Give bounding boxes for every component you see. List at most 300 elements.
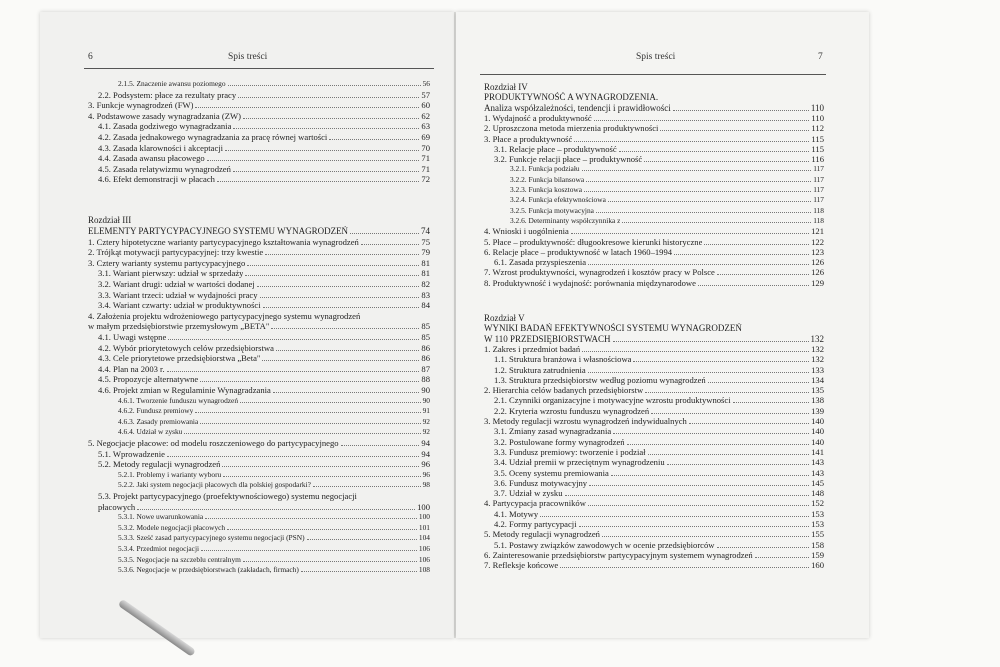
- toc-entry-page: 81: [421, 268, 430, 279]
- toc-entry-page: 96: [422, 469, 430, 479]
- toc-entry-title: 1.2. Struktura zatrudnienia: [494, 364, 586, 375]
- toc-leader-dots: [271, 322, 419, 329]
- toc-entry: [118, 480, 430, 490]
- toc-entry: [98, 300, 430, 310]
- toc-entry-page: 87: [421, 363, 430, 374]
- toc-entry-title: 5.2. Metody regulacji wynagrodzeń: [98, 459, 221, 470]
- toc-entry-page: 115: [811, 133, 824, 144]
- toc-entry-title: 4. Partycypacja pracowników: [484, 498, 586, 509]
- toc-entry: [88, 438, 430, 448]
- toc-leader-dots: [223, 470, 420, 477]
- toc-entry-title: 2. Uproszczona metoda mierzenia produktywności: [484, 123, 659, 134]
- toc-entry: [494, 257, 824, 267]
- toc-leader-dots: [329, 133, 419, 140]
- toc-entry-title: 3.7. Udział w zysku: [494, 488, 563, 499]
- toc-entry-title: 3.2. Funkcje relacji płace – produktywność: [494, 154, 643, 165]
- toc-entry-title: 3.3. Wariant trzeci: udział w wydajności pracy: [98, 289, 258, 300]
- toc-entry: [484, 237, 824, 247]
- toc-entry-title: 3. Płace a produktywność: [484, 133, 573, 144]
- toc-entry-title: 4.2. Wybór priorytetowych celów przedsiębiorstwa: [98, 342, 274, 353]
- toc-entry-title: 5. Płace – produktywność: długookresowe kierunki historyczne: [484, 236, 703, 247]
- toc-entry: [484, 247, 824, 257]
- right-page: [456, 12, 869, 638]
- toc-entry-title: 4.2. Formy partycypacji: [494, 519, 577, 529]
- left-page-number: 6: [88, 52, 93, 62]
- toc-entry-title: 7. Refleksje końcowe: [484, 560, 559, 571]
- toc-entry: [118, 79, 430, 89]
- toc-entry-page: 139: [811, 405, 824, 416]
- toc-entry-page: 132: [811, 354, 824, 365]
- toc-entry: [510, 164, 824, 174]
- toc-leader-dots: [265, 248, 419, 255]
- toc-entry: [118, 396, 430, 406]
- toc-entry: [484, 92, 824, 102]
- toc-entry: [88, 226, 430, 236]
- toc-entry: [98, 343, 430, 353]
- toc-entry: [484, 529, 824, 539]
- toc-entry-page: 100: [417, 501, 430, 512]
- toc-leader-dots: [301, 565, 417, 572]
- toc-leader-dots: [708, 376, 809, 383]
- toc-entry-page: 132: [811, 343, 824, 354]
- toc-entry-title: 1.1. Struktura branżowa i własnościowa: [494, 354, 632, 365]
- toc-entry: [484, 550, 824, 560]
- toc-leader-dots: [586, 175, 811, 182]
- toc-leader-dots: [225, 144, 419, 151]
- toc-leader-dots: [608, 195, 811, 202]
- toc-entry: [494, 406, 824, 416]
- toc-entry-page: 104: [418, 533, 430, 543]
- toc-entry-title: 4.3. Cele priorytetowe przedsiębiorstwa „Beta": [98, 353, 261, 364]
- toc-entry: [494, 488, 824, 498]
- toc-entry: [494, 509, 824, 519]
- toc-leader-dots: [717, 268, 809, 275]
- toc-entry-page: 63: [421, 121, 430, 132]
- toc-entry-page: 92: [422, 427, 430, 437]
- toc-leader-dots: [195, 406, 420, 413]
- toc-entry: [484, 123, 824, 133]
- toc-leader-dots: [584, 185, 811, 192]
- toc-entry-page: 85: [421, 321, 430, 332]
- toc-entry: [98, 268, 430, 278]
- toc-entry-title: 1. Wydajność a produktywność: [484, 112, 592, 123]
- toc-entry-title: 4.6.3. Zasady premiowania: [118, 416, 199, 426]
- toc-entry-title: 5.3.1. Nowe uwarunkowania: [118, 512, 204, 522]
- toc-entry: [98, 374, 430, 384]
- toc-entry-title: Rozdział V: [484, 313, 525, 323]
- toc-leader-dots: [167, 365, 420, 372]
- toc-entry: [88, 215, 430, 225]
- toc-entry-title: 4.3. Zasada klarowności i akceptacji: [98, 142, 224, 153]
- toc-entry-page: 117: [813, 164, 824, 174]
- toc-entry-title: 8. Produktywność i wydajność: porównania międzynarodowe: [484, 277, 696, 288]
- toc-entry-title: 3. Cztery warianty systemu partycypacyjnego: [88, 257, 246, 268]
- toc-entry-page: 143: [811, 467, 824, 478]
- toc-entry-title: 4.1. Zasada godziwego wynagradzania: [98, 121, 232, 132]
- toc-entry-page: 122: [811, 236, 824, 247]
- toc-entry: [494, 457, 824, 467]
- toc-entry-title: 4.6.2. Fundusz premiowy: [118, 406, 194, 416]
- toc-entry-title: 4.6. Efekt demonstracji w płacach: [98, 174, 215, 185]
- toc-entry: [98, 121, 430, 131]
- toc-leader-dots: [205, 512, 417, 519]
- toc-leader-dots: [168, 333, 419, 340]
- toc-entry-page: 133: [811, 364, 824, 375]
- toc-entry: [88, 258, 430, 268]
- toc-leader-dots: [540, 510, 809, 517]
- toc-leader-dots: [273, 386, 420, 393]
- toc-entry-title: 5.3.6. Negocjacje w przedsiębiorstwach (zakładach, firmach): [118, 565, 299, 575]
- toc-leader-dots: [588, 258, 809, 265]
- toc-entry-page: 145: [811, 477, 824, 488]
- toc-leader-dots: [579, 520, 810, 527]
- toc-entry-page: 110: [810, 102, 824, 113]
- toc-entry: [484, 226, 824, 236]
- toc-entry: [510, 195, 824, 205]
- toc-entry: [118, 533, 430, 543]
- toc-leader-dots: [619, 145, 810, 152]
- toc-leader-dots: [645, 386, 809, 393]
- toc-entry: [88, 237, 430, 247]
- toc-leader-dots: [222, 460, 419, 467]
- toc-entry-page: 94: [421, 448, 430, 459]
- toc-entry-page: 132: [810, 333, 824, 344]
- toc-leader-dots: [589, 479, 809, 486]
- left-running-head: Spis treści: [228, 52, 268, 62]
- toc-entry-title: w małym przedsiębiorstwie przemysłowym „BETA": [88, 321, 270, 332]
- toc-entry-title: 3.2.3. Funkcja kosztowa: [510, 185, 583, 194]
- toc-leader-dots: [648, 448, 810, 455]
- toc-entry: [98, 332, 430, 342]
- toc-entry-page: 84: [421, 300, 430, 311]
- toc-entry: [98, 385, 430, 395]
- toc-entry-page: 140: [811, 436, 824, 447]
- toc-entry: [510, 175, 824, 185]
- toc-entry-page: 86: [421, 353, 430, 364]
- toc-entry: [484, 278, 824, 288]
- toc-leader-dots: [243, 112, 419, 119]
- toc-entry-title: 2.1.5. Znaczenie awansu poziomego: [118, 79, 226, 88]
- toc-entry: [484, 267, 824, 277]
- toc-entry-title: 1. Cztery hipotetyczne warianty partycypacyjnego kształtowania wynagrodzeń: [88, 236, 359, 247]
- toc-leader-dots: [660, 124, 809, 131]
- toc-entry: [98, 353, 430, 363]
- toc-leader-dots: [307, 533, 417, 540]
- toc-entry-page: 159: [811, 549, 824, 560]
- toc-entry-page: 90: [422, 395, 430, 405]
- toc-leader-dots: [717, 541, 810, 548]
- toc-entry-title: 6. Zainteresowanie przedsiębiorstw partycypacyjnym systemem wynagrodzeń: [484, 549, 753, 560]
- toc-leader-dots: [262, 354, 419, 361]
- toc-entry-title: 4. Podstawowe zasady wynagradzania (ZW): [88, 110, 241, 121]
- toc-leader-dots: [622, 216, 811, 223]
- toc-entry-page: 116: [811, 154, 824, 165]
- toc-entry-title: 3.1. Zmiany zasad wynagradzania: [494, 426, 612, 437]
- toc-entry-title: Rozdział III: [88, 215, 132, 225]
- toc-leader-dots: [613, 427, 809, 434]
- toc-entry-title: 4.1. Motywy: [494, 508, 539, 519]
- toc-entry-page: 118: [813, 215, 824, 225]
- toc-entry-title: 4.5. Propozycje alternatywne: [98, 374, 199, 385]
- toc-entry-title: 3.5. Oceny systemu premiowania: [494, 467, 609, 478]
- toc-entry-page: 94: [421, 438, 430, 448]
- toc-leader-dots: [247, 259, 419, 266]
- toc-entry-title: 5.3.3. Sześć zasad partycypacyjnego systemu negocjacji (PSN): [118, 533, 305, 543]
- toc-leader-dots: [574, 135, 809, 142]
- toc-entry-page: 148: [811, 488, 824, 499]
- toc-entry-page: 106: [418, 554, 430, 564]
- toc-leader-dots: [245, 269, 419, 276]
- toc-entry-page: 117: [813, 195, 824, 205]
- toc-entry-page: 70: [421, 142, 430, 153]
- toc-entry: [118, 512, 430, 522]
- toc-entry-page: 110: [811, 112, 824, 123]
- toc-leader-dots: [233, 122, 419, 129]
- toc-entry-page: 126: [811, 257, 824, 268]
- toc-entry-title: 4.4. Plan na 2003 r.: [98, 363, 165, 374]
- toc-entry: [88, 321, 430, 331]
- toc-leader-dots: [582, 345, 809, 352]
- toc-entry-title: 5.2.2. Jaki system negocjacji płacowych dla polskiej gospodarki?: [118, 480, 311, 490]
- toc-leader-dots: [260, 291, 420, 298]
- toc-entry-page: 153: [811, 519, 824, 529]
- toc-entry: [98, 290, 430, 300]
- toc-entry: [494, 478, 824, 488]
- toc-leader-dots: [689, 417, 809, 424]
- toc-entry-page: 72: [421, 174, 430, 185]
- toc-entry-page: 71: [421, 163, 430, 174]
- toc-leader-dots: [263, 301, 420, 308]
- toc-entry: [484, 82, 824, 92]
- toc-entry: [494, 468, 824, 478]
- toc-entry-page: 115: [811, 143, 824, 154]
- toc-leader-dots: [167, 450, 420, 457]
- toc-entry-page: 135: [811, 385, 824, 396]
- toc-leader-dots: [627, 438, 810, 445]
- toc-leader-dots: [651, 407, 809, 414]
- toc-entry-title: 5.3.4. Przedmiot negocjacji: [118, 544, 200, 553]
- toc-entry-title: 7. Wzrost produktywności, wynagrodzeń i kosztów pracy w Polsce: [484, 267, 715, 278]
- toc-leader-dots: [207, 154, 420, 161]
- toc-entry: [510, 185, 824, 195]
- toc-leader-dots: [200, 417, 420, 424]
- right-header-rule: [480, 74, 826, 75]
- toc-entry: [118, 406, 430, 416]
- toc-leader-dots: [184, 427, 420, 434]
- toc-leader-dots: [594, 114, 810, 121]
- toc-entry-page: 96: [421, 459, 430, 470]
- toc-entry-title: 3.2. Postulowane formy wynagrodzeń: [494, 436, 625, 447]
- toc-entry-page: 129: [811, 277, 824, 288]
- toc-leader-dots: [227, 523, 417, 530]
- toc-leader-dots: [565, 489, 810, 496]
- toc-entry-page: 141: [811, 446, 824, 457]
- toc-entry-title: ELEMENTY PARTYCYPACYJNEGO SYSTEMU WYNAGRODZEŃ: [88, 226, 349, 236]
- toc-entry-page: 83: [421, 289, 430, 300]
- toc-entry-title: 6.1. Zasada przyspieszenia: [494, 257, 587, 268]
- toc-entry-title: 4.4. Zasada awansu płacowego: [98, 153, 205, 164]
- toc-entry: [484, 344, 824, 354]
- toc-leader-dots: [228, 79, 421, 86]
- toc-entry: [484, 560, 824, 570]
- toc-entry-title: 3.2.5. Funkcja motywacyjna: [510, 205, 594, 215]
- toc-entry: [88, 111, 430, 121]
- toc-entry-page: 71: [421, 153, 430, 164]
- toc-leader-dots: [560, 561, 809, 568]
- toc-entry-title: 3.2.2. Funkcja bilansowa: [510, 174, 585, 184]
- toc-entry: [98, 90, 430, 100]
- toc-leader-dots: [755, 551, 809, 558]
- toc-entry: [484, 323, 824, 333]
- toc-leader-dots: [733, 396, 810, 403]
- toc-entry: [118, 544, 430, 554]
- toc-leader-dots: [667, 458, 809, 465]
- toc-entry: [118, 470, 430, 480]
- toc-entry-page: 134: [811, 374, 824, 385]
- toc-entry-title: 2. Hierarchia celów badanych przedsiębiorstw: [484, 385, 644, 396]
- toc-entry: [118, 555, 430, 565]
- toc-entry: [98, 449, 430, 459]
- toc-entry-title: 4.6.4. Udział w zysku: [118, 427, 183, 437]
- toc-leader-dots: [571, 227, 809, 234]
- toc-entry-title: Analiza współzależności, tendencji i prawidłowości: [484, 102, 671, 113]
- toc-entry-page: 60: [421, 100, 430, 111]
- toc-entry-title: 1. Zakres i przedmiot badań: [484, 343, 581, 354]
- toc-leader-dots: [201, 544, 417, 551]
- toc-entry-page: 106: [418, 544, 430, 553]
- toc-entry-page: 82: [421, 279, 430, 289]
- toc-entry-page: 56: [422, 79, 430, 88]
- toc-entry: [484, 416, 824, 426]
- toc-leader-dots: [704, 238, 809, 245]
- toc-entry: [494, 395, 824, 405]
- toc-entry-page: 140: [811, 426, 824, 437]
- toc-entry-page: 158: [811, 539, 824, 550]
- toc-entry: [98, 153, 430, 163]
- toc-entry-title: 4.5. Zasada relatywizmu wynagrodzeń: [98, 163, 231, 174]
- toc-entry: [494, 354, 824, 364]
- toc-entry-title: 5.3. Projekt partycypacyjnego (proefektywnościowego) systemu negocjacji: [98, 491, 357, 501]
- toc-entry: [494, 519, 824, 529]
- toc-entry-page: 81: [421, 257, 430, 268]
- toc-entry-page: 57: [421, 89, 430, 100]
- toc-leader-dots: [233, 165, 419, 172]
- toc-leader-dots: [674, 248, 809, 255]
- toc-entry-title: 2.2. Kryteria wzrostu funduszu wynagrodzeń: [494, 405, 650, 416]
- toc-entry: [118, 523, 430, 533]
- toc-leader-dots: [582, 164, 812, 171]
- toc-entry-page: 101: [418, 522, 430, 532]
- toc-entry-title: 5. Metody regulacji wynagrodzeń: [484, 529, 600, 540]
- toc-entry-page: 117: [813, 185, 824, 194]
- toc-entry-page: 91: [422, 406, 430, 416]
- toc-leader-dots: [341, 439, 420, 446]
- toc-entry-title: 5. Negocjacje płacowe: od modelu roszczeniowego do partycypacyjnego: [88, 438, 339, 448]
- toc-leader-dots: [596, 206, 811, 213]
- toc-entry-page: 90: [421, 385, 430, 395]
- toc-leader-dots: [243, 555, 417, 562]
- toc-leader-dots: [137, 503, 415, 510]
- toc-entry-title: 5.3.2. Modele negocjacji płacowych: [118, 522, 226, 532]
- toc-entry: [484, 334, 824, 344]
- toc-leader-dots: [588, 499, 809, 506]
- toc-leader-dots: [276, 344, 419, 351]
- toc-entry-page: 88: [421, 374, 430, 385]
- toc-leader-dots: [200, 375, 419, 382]
- toc-leader-dots: [238, 91, 419, 98]
- toc-entry-page: 62: [421, 110, 430, 121]
- toc-leader-dots: [588, 366, 809, 373]
- toc-leader-dots: [195, 101, 419, 108]
- toc-entry-page: 117: [813, 174, 824, 184]
- toc-entry: [98, 132, 430, 142]
- toc-entry: [88, 311, 430, 321]
- toc-entry-title: W 110 PRZEDSIĘBIORSTWACH: [484, 333, 611, 344]
- toc-entry-title: 4.6.1. Tworzenie funduszu wynagrodzeń: [118, 395, 239, 405]
- toc-leader-dots: [240, 396, 421, 403]
- toc-entry: [98, 491, 430, 501]
- toc-entry-title: 3.1. Wariant pierwszy: udział w sprzedaży: [98, 268, 244, 279]
- toc-leader-dots: [361, 238, 420, 245]
- toc-entry-title: 3.3. Fundusz premiowy: tworzenie i podział: [494, 446, 646, 457]
- toc-entry: [88, 100, 430, 110]
- toc-entry-title: 4.2. Zasada jednakowego wynagradzania za pracę równej wartości: [98, 132, 328, 142]
- toc-entry-title: 3. Metody regulacji wzrostu wynagrodzeń indywidualnych: [484, 416, 687, 426]
- toc-entry: [98, 164, 430, 174]
- toc-entry-title: 2. Trójkąt motywacji partycypacyjnej: trzy kwestie: [88, 247, 264, 258]
- toc-entry-page: 74: [421, 226, 430, 236]
- toc-entry: [494, 154, 824, 164]
- toc-entry: [484, 134, 824, 144]
- toc-entry: [494, 540, 824, 550]
- toc-entry-title: 2.2. Podsystem: płace za rezultaty pracy: [98, 89, 237, 100]
- toc-entry-page: 126: [811, 267, 824, 278]
- toc-entry-title: 3.6. Fundusz motywacyjny: [494, 477, 588, 488]
- left-header-rule: [84, 68, 434, 69]
- toc-entry-title: 5.1. Wprowadzenie: [98, 448, 165, 459]
- toc-entry: [118, 565, 430, 575]
- toc-entry-title: WYNIKI BADAŃ EFEKTYWNOŚCI SYSTEMU WYNAGRODZEŃ: [484, 323, 742, 334]
- toc-entry: [88, 247, 430, 257]
- toc-entry-title: 3.2. Wariant drugi: udział w wartości dodanej: [98, 279, 255, 289]
- toc-entry-title: Rozdział IV: [484, 82, 528, 92]
- left-page: [40, 12, 454, 638]
- toc-entry-title: 5.2.1. Problemy i warianty wyboru: [118, 469, 222, 479]
- toc-entry-page: 100: [418, 512, 430, 522]
- toc-entry-page: 140: [811, 416, 824, 426]
- toc-entry: [98, 364, 430, 374]
- toc-entry: [98, 502, 430, 512]
- toc-entry-title: 4. Wnioski i uogólnienia: [484, 226, 569, 237]
- toc-leader-dots: [350, 227, 419, 234]
- toc-leader-dots: [313, 480, 421, 487]
- toc-leader-dots: [698, 279, 809, 286]
- toc-entry-title: 3.2.4. Funkcja efektywnościowa: [510, 195, 606, 205]
- toc-entry-page: 86: [421, 342, 430, 353]
- toc-entry-title: 3.4. Udział premii w przeciętnym wynagrodzeniu: [494, 457, 665, 468]
- toc-entry-title: 3.1. Relacje płace – produktywność: [494, 143, 617, 154]
- toc-entry-page: 98: [422, 480, 430, 490]
- toc-entry: [98, 174, 430, 184]
- toc-entry-page: 112: [811, 123, 824, 134]
- toc-entry-page: 123: [811, 246, 824, 257]
- toc-leader-dots: [602, 530, 809, 537]
- toc-entry: [510, 206, 824, 216]
- toc-entry-title: płacowych: [98, 501, 136, 512]
- toc-entry-page: 79: [421, 247, 430, 258]
- toc-leader-dots: [257, 280, 420, 287]
- toc-entry: [494, 426, 824, 436]
